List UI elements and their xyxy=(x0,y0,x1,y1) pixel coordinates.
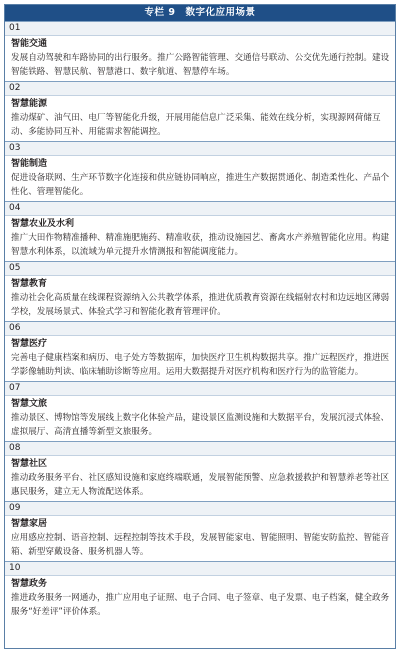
section-04 xyxy=(5,201,395,261)
section-number: 10 xyxy=(5,562,395,576)
section-description: 推动社会化高质量在线课程资源纳入公共教学体系，推进优质教育资源在线辐射农村和边远地区薄弱学校，发展场景式、体验式学习和智能化教育管理评价。 xyxy=(11,293,390,317)
section-title: 智慧教育 xyxy=(11,279,48,289)
section-08 xyxy=(5,441,395,501)
section-number: 04 xyxy=(5,202,395,216)
section-description: 推广大田作物精准播种、精准施肥施药、精准收获，推动设施园艺、畜禽水产养殖智能化应用。构建智慧水利体系，以流域为单元提升水情测报和智能调度能力。 xyxy=(11,233,390,257)
section-02 xyxy=(5,81,395,141)
section-06 xyxy=(5,321,395,381)
section-title: 智能交通 xyxy=(11,39,48,49)
section-description: 发展自动驾驶和车路协同的出行服务。推广公路智能管理、交通信号联动、公交优先通行控制。建设智能铁路、智慧民航、智慧港口、数字航道、智慧停车场。 xyxy=(11,53,390,77)
section-number: 05 xyxy=(5,262,395,276)
section-title: 智能制造 xyxy=(11,159,48,169)
section-title: 智慧社区 xyxy=(11,459,48,469)
scenario-panel xyxy=(4,4,396,649)
section-number: 02 xyxy=(5,82,395,96)
section-description: 促进设备联网、生产环节数字化连接和供应链协同响应，推进生产数据贯通化、制造柔性化、产品个性化、管理智能化。 xyxy=(11,173,390,197)
section-description: 推动煤矿、油气田、电厂等智能化升级，开展用能信息广泛采集、能效在线分析，实现源网荷储互动、多能协同互补、用能需求智能调控。 xyxy=(11,113,381,137)
section-10 xyxy=(5,561,395,621)
section-title: 智慧政务 xyxy=(11,579,48,589)
section-05 xyxy=(5,261,395,321)
section-description: 完善电子健康档案和病历、电子处方等数据库，加快医疗卫生机构数据共享。推广远程医疗，推进医学影像辅助判读、临床辅助诊断等应用。运用大数据提升对医疗机构和医疗行为的监管能力。 xyxy=(11,353,390,377)
section-number: 01 xyxy=(5,22,395,36)
section-number: 09 xyxy=(5,502,395,516)
section-07 xyxy=(5,381,395,441)
section-title: 智慧能源 xyxy=(11,99,48,109)
section-number: 08 xyxy=(5,442,395,456)
section-title: 智慧医疗 xyxy=(11,339,48,349)
section-03 xyxy=(5,141,395,201)
section-09 xyxy=(5,501,395,561)
section-description: 推动景区、博物馆等发展线上数字化体验产品，建设景区监测设施和大数据平台，发展沉浸式体验、虚拟展厅、高清直播等新型文旅服务。 xyxy=(11,413,390,437)
section-title: 智慧文旅 xyxy=(11,399,48,409)
section-number: 07 xyxy=(5,382,395,396)
section-description: 应用感应控制、语音控制、远程控制等技术手段，发展智能家电、智能照明、智能安防监控、智能音箱、新型穿戴设备、服务机器人等。 xyxy=(11,533,390,557)
section-description: 推进政务服务一网通办，推广应用电子证照、电子合同、电子签章、电子发票、电子档案，健全政务服务“好差评”评价体系。 xyxy=(11,593,390,617)
section-title: 智慧家居 xyxy=(11,519,48,529)
section-title: 智慧农业及水利 xyxy=(11,219,75,229)
section-description: 推动政务服务平台、社区感知设施和家庭终端联通，发展智能预警、应急救援救护和智慧养老等社区惠民服务，建立无人物流配送体系。 xyxy=(11,473,390,497)
section-number: 03 xyxy=(5,142,395,156)
panel-header: 专栏 9 数字化应用场景 xyxy=(5,5,395,21)
section-01 xyxy=(5,21,395,81)
section-number: 06 xyxy=(5,322,395,336)
